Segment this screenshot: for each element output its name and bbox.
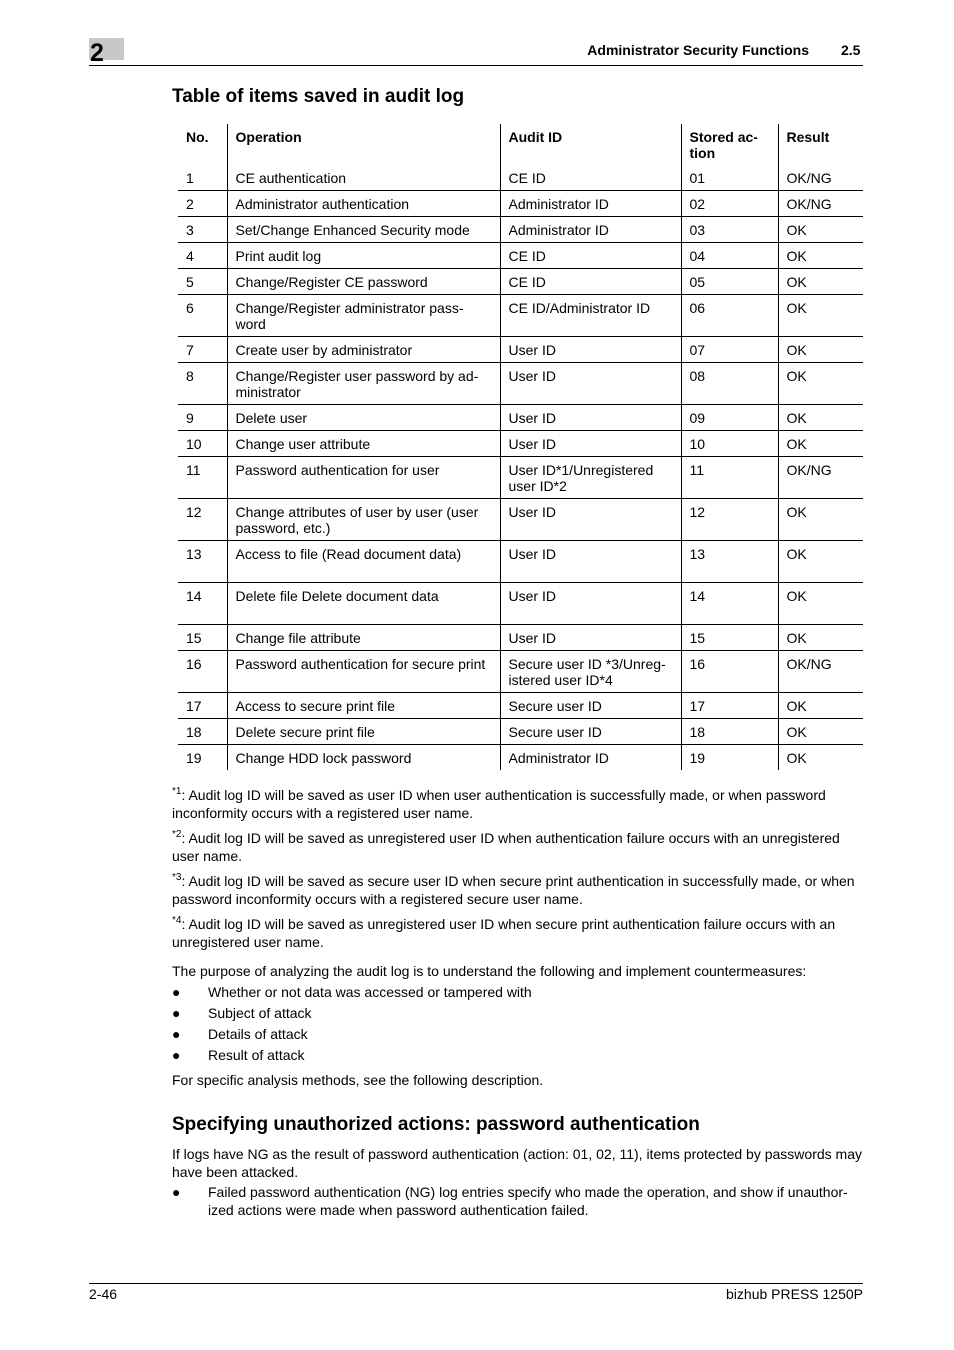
cell-audit-id: User ID bbox=[500, 363, 681, 405]
cell-result: OK bbox=[778, 745, 863, 771]
table-body bbox=[178, 165, 863, 770]
chapter-number: 2 bbox=[90, 39, 104, 67]
cell-stored-action: 05 bbox=[681, 269, 778, 295]
cell-no: 14 bbox=[186, 588, 202, 604]
cell-stored-action: 14 bbox=[681, 583, 778, 625]
cell-stored-action: 15 bbox=[681, 625, 778, 651]
cell-audit-id: Administrator ID bbox=[500, 191, 681, 217]
cell-result: OK bbox=[778, 217, 863, 243]
cell-audit-id: CE ID bbox=[500, 165, 681, 191]
cell-stored-action: 13 bbox=[681, 541, 778, 583]
section-paragraph: If logs have NG as the result of password authentication (action: 01, 02, 11), items protected by passwords may have been attacked. bbox=[172, 1146, 862, 1180]
section-heading: Specifying unauthorized actions: password authentication bbox=[172, 1114, 700, 1135]
list-item-text: Whether or not data was accessed or tampered with bbox=[208, 984, 532, 1000]
cell-stored-action: 06 bbox=[681, 295, 778, 337]
table-row bbox=[178, 625, 863, 651]
cell-audit-id: User ID bbox=[500, 541, 681, 583]
column-header-stored-action: Stored ac- tion bbox=[681, 124, 778, 165]
cell-stored-action: 17 bbox=[681, 693, 778, 719]
cell-operation: Set/Change Enhanced Security mode bbox=[227, 217, 500, 243]
bullet-icon: ● bbox=[172, 1005, 181, 1021]
cell-audit-id: Secure user ID bbox=[500, 693, 681, 719]
column-header-audit-id: Audit ID bbox=[500, 124, 681, 165]
cell-stored-action: 08 bbox=[681, 363, 778, 405]
table-row bbox=[178, 337, 863, 363]
table-row bbox=[178, 191, 863, 217]
cell-stored-action: 16 bbox=[681, 651, 778, 693]
cell-result: OK bbox=[778, 243, 863, 269]
bullet-icon: ● bbox=[172, 1047, 181, 1063]
bullet-icon: ● bbox=[172, 984, 181, 1000]
cell-no: 7 bbox=[186, 342, 194, 358]
cell-no: 6 bbox=[186, 300, 194, 316]
footnote-text: : Audit log ID will be saved as user ID when user authentication is successfully made, or when password inconformity occurs with a registered user name. bbox=[172, 787, 826, 821]
cell-operation: Access to file (Read document data) bbox=[227, 541, 500, 583]
cell-result: OK bbox=[778, 719, 863, 745]
cell-no: 5 bbox=[186, 274, 194, 290]
cell-result: OK/NG bbox=[778, 165, 863, 191]
footnote-3 bbox=[172, 873, 863, 908]
cell-result: OK bbox=[778, 583, 863, 625]
cell-operation: Change user attribute bbox=[227, 431, 500, 457]
footer-divider bbox=[89, 1283, 863, 1284]
list-item-text: Result of attack bbox=[208, 1047, 305, 1063]
footnote-text: : Audit log ID will be saved as unregistered user ID when secure print authentication failure occurs with an unregistered user name. bbox=[172, 916, 836, 950]
cell-result: OK/NG bbox=[778, 457, 863, 499]
cell-no: 1 bbox=[186, 170, 194, 186]
footnote-mark: *4 bbox=[172, 915, 182, 926]
cell-operation: Change HDD lock password bbox=[227, 745, 500, 771]
cell-stored-action: 19 bbox=[681, 745, 778, 771]
cell-audit-id: User ID bbox=[500, 625, 681, 651]
cell-result: OK bbox=[778, 337, 863, 363]
cell-no: 2 bbox=[186, 196, 194, 212]
cell-no: 12 bbox=[186, 504, 202, 520]
column-header-result: Result bbox=[778, 124, 863, 165]
footnote-mark: *1 bbox=[172, 786, 182, 797]
cell-audit-id: User ID*1/Unregistered user ID*2 bbox=[500, 457, 681, 499]
running-header-section: 2.5 bbox=[841, 42, 861, 58]
list-item bbox=[172, 984, 863, 1005]
table-row bbox=[178, 243, 863, 269]
cell-result: OK/NG bbox=[778, 651, 863, 693]
cell-stored-action: 01 bbox=[681, 165, 778, 191]
cell-operation: Administrator authentication bbox=[227, 191, 500, 217]
cell-result: OK bbox=[778, 269, 863, 295]
auth-list bbox=[172, 1184, 863, 1219]
list-item bbox=[172, 1026, 863, 1047]
list-item-text: Subject of attack bbox=[208, 1005, 312, 1021]
cell-operation: Delete file Delete document data bbox=[227, 583, 500, 625]
table-row bbox=[178, 651, 863, 693]
purpose-list bbox=[172, 984, 863, 1068]
table-row bbox=[178, 431, 863, 457]
footnote-mark: *2 bbox=[172, 829, 182, 840]
cell-result: OK bbox=[778, 625, 863, 651]
cell-audit-id: User ID bbox=[500, 499, 681, 541]
cell-no: 4 bbox=[186, 248, 194, 264]
footnote-2 bbox=[172, 830, 863, 865]
table-row bbox=[178, 217, 863, 243]
cell-operation: Delete secure print file bbox=[227, 719, 500, 745]
footnote-1 bbox=[172, 787, 863, 822]
cell-stored-action: 10 bbox=[681, 431, 778, 457]
cell-no: 10 bbox=[186, 436, 202, 452]
column-header-operation: Operation bbox=[227, 124, 500, 165]
cell-stored-action: 02 bbox=[681, 191, 778, 217]
header-divider bbox=[89, 65, 863, 66]
cell-operation: Change/Register user password by ad- ministrator bbox=[227, 363, 500, 405]
footnote-text: : Audit log ID will be saved as unregistered user ID when authentication failure occurs with an unregistered user name. bbox=[172, 830, 840, 864]
cell-operation: Create user by administrator bbox=[227, 337, 500, 363]
cell-stored-action: 18 bbox=[681, 719, 778, 745]
list-item-text: Failed password authentication (NG) log entries specify who made the operation, and show if unauthor- ized actions were made when password authentication failed. bbox=[208, 1184, 848, 1218]
table-header-row bbox=[178, 124, 863, 165]
cell-no: 15 bbox=[186, 630, 202, 646]
running-header-title: Administrator Security Functions bbox=[587, 42, 809, 58]
cell-stored-action: 04 bbox=[681, 243, 778, 269]
cell-result: OK bbox=[778, 405, 863, 431]
table-row bbox=[178, 363, 863, 405]
cell-result: OK bbox=[778, 431, 863, 457]
list-item bbox=[172, 1047, 863, 1068]
cell-no: 11 bbox=[186, 462, 201, 478]
cell-result: OK bbox=[778, 363, 863, 405]
cell-operation: Password authentication for user bbox=[227, 457, 500, 499]
cell-operation: Password authentication for secure print bbox=[227, 651, 500, 693]
cell-audit-id: CE ID bbox=[500, 243, 681, 269]
cell-result: OK bbox=[778, 295, 863, 337]
table-row bbox=[178, 583, 863, 625]
table-row bbox=[178, 499, 863, 541]
audit-log-table bbox=[178, 124, 863, 770]
cell-audit-id: User ID bbox=[500, 431, 681, 457]
table-heading: Table of items saved in audit log bbox=[172, 86, 465, 107]
cell-operation: Change attributes of user by user (user password, etc.) bbox=[227, 499, 500, 541]
cell-audit-id: Administrator ID bbox=[500, 745, 681, 771]
footnote-text: : Audit log ID will be saved as secure user ID when secure print authentication in successfully made, or when password inconformity occurs with a registered secure user name. bbox=[172, 873, 855, 907]
footnote-4 bbox=[172, 916, 863, 951]
cell-operation: Print audit log bbox=[227, 243, 500, 269]
bullet-icon: ● bbox=[172, 1026, 181, 1042]
cell-audit-id: User ID bbox=[500, 337, 681, 363]
cell-operation: Change file attribute bbox=[227, 625, 500, 651]
table-row bbox=[178, 719, 863, 745]
table-row bbox=[178, 269, 863, 295]
cell-no: 16 bbox=[186, 656, 202, 672]
cell-audit-id: Secure user ID bbox=[500, 719, 681, 745]
cell-result: OK bbox=[778, 499, 863, 541]
cell-audit-id: CE ID/Administrator ID bbox=[500, 295, 681, 337]
cell-result: OK bbox=[778, 541, 863, 583]
cell-no: 13 bbox=[186, 546, 202, 562]
cell-stored-action: 12 bbox=[681, 499, 778, 541]
table-row bbox=[178, 745, 863, 771]
product-name: bizhub PRESS 1250P bbox=[726, 1286, 863, 1302]
cell-stored-action: 09 bbox=[681, 405, 778, 431]
cell-stored-action: 11 bbox=[681, 457, 778, 499]
table-row bbox=[178, 295, 863, 337]
cell-result: OK bbox=[778, 693, 863, 719]
cell-audit-id: Administrator ID bbox=[500, 217, 681, 243]
cell-operation: CE authentication bbox=[227, 165, 500, 191]
cell-no: 18 bbox=[186, 724, 202, 740]
cell-stored-action: 07 bbox=[681, 337, 778, 363]
table-row bbox=[178, 405, 863, 431]
footnote-mark: *3 bbox=[172, 872, 182, 883]
table-row bbox=[178, 457, 863, 499]
analysis-methods-note: For specific analysis methods, see the following description. bbox=[172, 1072, 544, 1088]
cell-no: 9 bbox=[186, 410, 194, 426]
cell-operation: Change/Register CE password bbox=[227, 269, 500, 295]
cell-audit-id: User ID bbox=[500, 405, 681, 431]
cell-operation: Change/Register administrator pass- word bbox=[227, 295, 500, 337]
bullet-icon: ● bbox=[172, 1184, 181, 1200]
page-number: 2-46 bbox=[89, 1286, 118, 1302]
table-row bbox=[178, 541, 863, 583]
cell-no: 8 bbox=[186, 368, 194, 384]
cell-result: OK/NG bbox=[778, 191, 863, 217]
purpose-paragraph: The purpose of analyzing the audit log is to understand the following and implement countermeasures: bbox=[172, 963, 807, 979]
list-item-text: Details of attack bbox=[208, 1026, 308, 1042]
list-item bbox=[172, 1005, 863, 1026]
table-row bbox=[178, 693, 863, 719]
list-item bbox=[172, 1184, 863, 1219]
cell-no: 19 bbox=[186, 750, 202, 766]
cell-audit-id: User ID bbox=[500, 583, 681, 625]
cell-no: 17 bbox=[186, 698, 202, 714]
table-row bbox=[178, 165, 863, 191]
cell-stored-action: 03 bbox=[681, 217, 778, 243]
cell-operation: Delete user bbox=[227, 405, 500, 431]
cell-audit-id: Secure user ID *3/Unreg- istered user ID*4 bbox=[500, 651, 681, 693]
cell-audit-id: CE ID bbox=[500, 269, 681, 295]
cell-operation: Access to secure print file bbox=[227, 693, 500, 719]
cell-no: 3 bbox=[186, 222, 194, 238]
column-header-no: No. bbox=[186, 129, 209, 145]
